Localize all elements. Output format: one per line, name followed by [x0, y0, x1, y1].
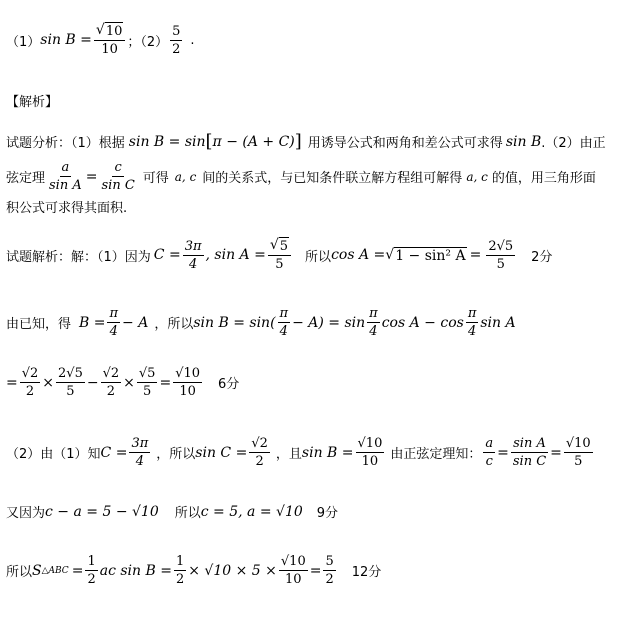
solution-line-6: 所以 S △ABC = $\frac{1}{2}$ ac sin B = $\frac{1}{2}$ × √10 × 5 × $\frac{√10}{10}$ = $\frac{5}{2}$ 12分 — [6, 554, 382, 587]
solution-line-2: 由已知，得 B = $\frac{\pi}{4}$ − A ，所以 sin B = sin( $\frac{\pi}{4}$ − A) = sin $\frac{\pi}{4}$ cos A − cos $\frac{\pi}{4}$ sin A — [6, 306, 516, 339]
law-of-sines-frac-c: $\frac{c}{\text{sin C}}$ — [101, 160, 135, 193]
solution-line-3: = $\frac{√2}{2}$ × $\frac{2√5}{5}$ − $\frac{√2}{2}$ × $\frac{√5}{5}$ = $\frac{√10}{10}$ 6分 — [6, 366, 240, 399]
answer-sinB: sin B = — [40, 32, 92, 48]
solution-line-5: 又因为 c − a = 5 − √10 所以 c = 5, a = √10 9分 — [6, 503, 339, 521]
analysis-line-2: 弦定理 $\frac{a}{\text{sin A}}$ = $\frac{c}{\text{sin C}}$ 可得 a, c 间的关系式，与已知条件联立解方程组可解得 a, c 的值，用三角形面 — [6, 160, 596, 193]
analysis-line-1: 试题分析：（1）根据 sin B = sin [ π − (A + C) ] 用诱导公式和两角和差公式可求得 sin B .（2）由正 — [6, 131, 606, 152]
law-of-sines-frac-a: $\frac{a}{\text{sin A}}$ — [49, 160, 82, 193]
answer-part1-label: （1） — [6, 34, 41, 50]
answer-part2-fraction: $\frac{5}{2}$ — [172, 23, 181, 57]
score-12: 12分 — [351, 565, 382, 580]
score-6: 6分 — [218, 377, 240, 392]
answer-fraction: √ 10 10 — [94, 22, 125, 58]
score-9: 9分 — [316, 506, 339, 521]
answer-separator: ；（2） — [127, 34, 169, 50]
solution-line-1: 试题解析：解：（1）因为 C = $\frac{3\pi}{4}$ , sin A = √ 5 5 所以 cos A = √ 1 − sin² A = $\frac{2√5}{5}$ 2分 — [6, 237, 553, 272]
section-title: 【解析】 — [6, 95, 59, 110]
answer-end: . — [190, 32, 195, 48]
analysis-line-3: 积公式可求得其面积. — [6, 201, 128, 216]
score-2: 2分 — [531, 249, 553, 265]
solution-line-4: （2）由（1）知 C = $\frac{3\pi}{4}$ ，所以 sin C = $\frac{√2}{2}$ ，且 sin B = $\frac{√10}{10}$ 由正弦定理知： $\frac{a}{c}$ = $\frac{\text{sin A}}{\text{sin C}}$ = $\frac{√10}{5}$ — [6, 436, 591, 469]
answer-line — [6, 22, 195, 58]
